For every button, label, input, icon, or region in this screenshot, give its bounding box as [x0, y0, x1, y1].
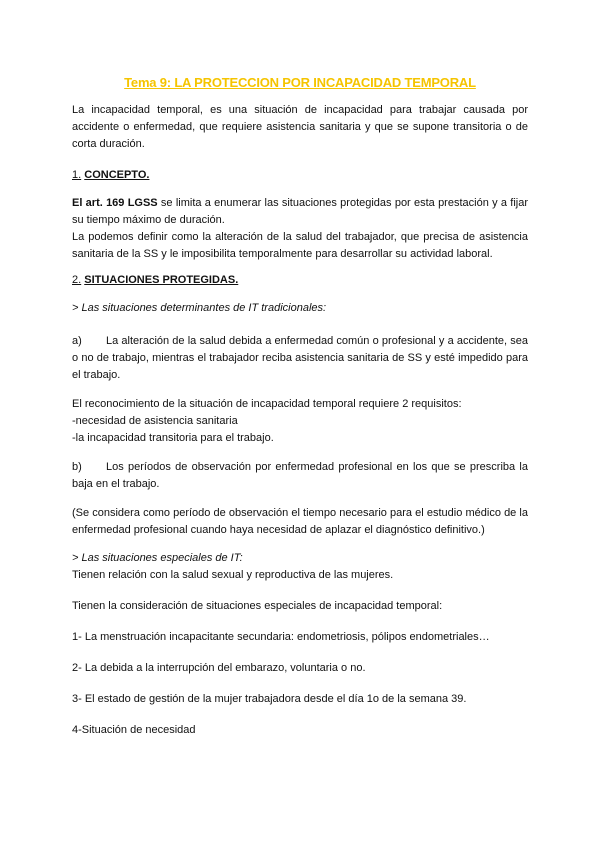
especiales-description: Tienen relación con la salud sexual y reproductiva de las mujeres.	[72, 569, 394, 581]
section-2-title: SITUACIONES PROTEGIDAS.	[84, 274, 239, 286]
list-item: 1- La menstruación incapacitante secundaria: endometriosis, pólipos endometriales…	[72, 631, 490, 643]
legal-reference: El art. 169 LGSS	[72, 197, 158, 209]
document-title: Tema 9: LA PROTECCION POR INCAPACIDAD TEMPORAL	[124, 75, 476, 90]
section-1-reference	[72, 195, 528, 229]
requisitos-intro: El reconocimiento de la situación de incapacidad temporal requiere 2 requisitos:	[72, 398, 462, 410]
section-2-heading	[72, 272, 528, 289]
requisito-2: -la incapacidad transitoria para el trabajo.	[72, 432, 274, 444]
list-item: 3- El estado de gestión de la mujer trabajadora desde el día 1o de la semana 39.	[72, 693, 467, 705]
section-1-definition: La podemos definir como la alteración de la salud del trabajador, que precisa de asistencia sanitaria de la SS y le imposibilita temporalmente para desarrollar su actividad laboral.	[72, 231, 528, 260]
observation-note: (Se considera como período de observación el tiempo necesario para el estudio médico de la enfermedad profesional cuando haya necesidad de aplazar el diagnóstico definitivo.)	[72, 507, 528, 536]
item-a	[72, 333, 528, 384]
item-b	[72, 459, 528, 493]
subheading-especiales: > Las situaciones especiales de IT:	[72, 552, 243, 564]
item-a-label: a)	[72, 335, 82, 347]
requisito-1: -necesidad de asistencia sanitaria	[72, 415, 238, 427]
section-1-number: 1.	[72, 169, 82, 181]
section-1-title: CONCEPTO.	[84, 169, 150, 181]
item-b-label: b)	[72, 461, 82, 473]
item-b-text: Los períodos de observación por enfermedad profesional en los que se prescriba la baja en el trabajo.	[72, 461, 528, 490]
list-item: 4-Situación de necesidad	[72, 724, 196, 736]
reference-text: se limita a enumerar las situaciones protegidas por esta prestación y a fijar su tiempo máximo de duración.	[72, 197, 528, 226]
section-1-heading	[72, 167, 528, 184]
section-2-number: 2.	[72, 274, 82, 286]
list-item: 2- La debida a la interrupción del embarazo, voluntaria o no.	[72, 662, 366, 674]
especiales-intro: Tienen la consideración de situaciones especiales de incapacidad temporal:	[72, 600, 443, 612]
intro-paragraph: La incapacidad temporal, es una situación de incapacidad para trabajar causada por accidente o enfermedad, que requiere asistencia sanitaria y que se supone transitoria o de corta duración.	[72, 104, 528, 150]
item-a-text: La alteración de la salud debida a enfermedad común o profesional y a accidente, sea o no de trabajo, mientras el trabajador reciba asistencia sanitaria de SS y esté impedido para el trabajo.	[72, 335, 528, 381]
subheading-tradicionales: > Las situaciones determinantes de IT tradicionales:	[72, 302, 327, 314]
